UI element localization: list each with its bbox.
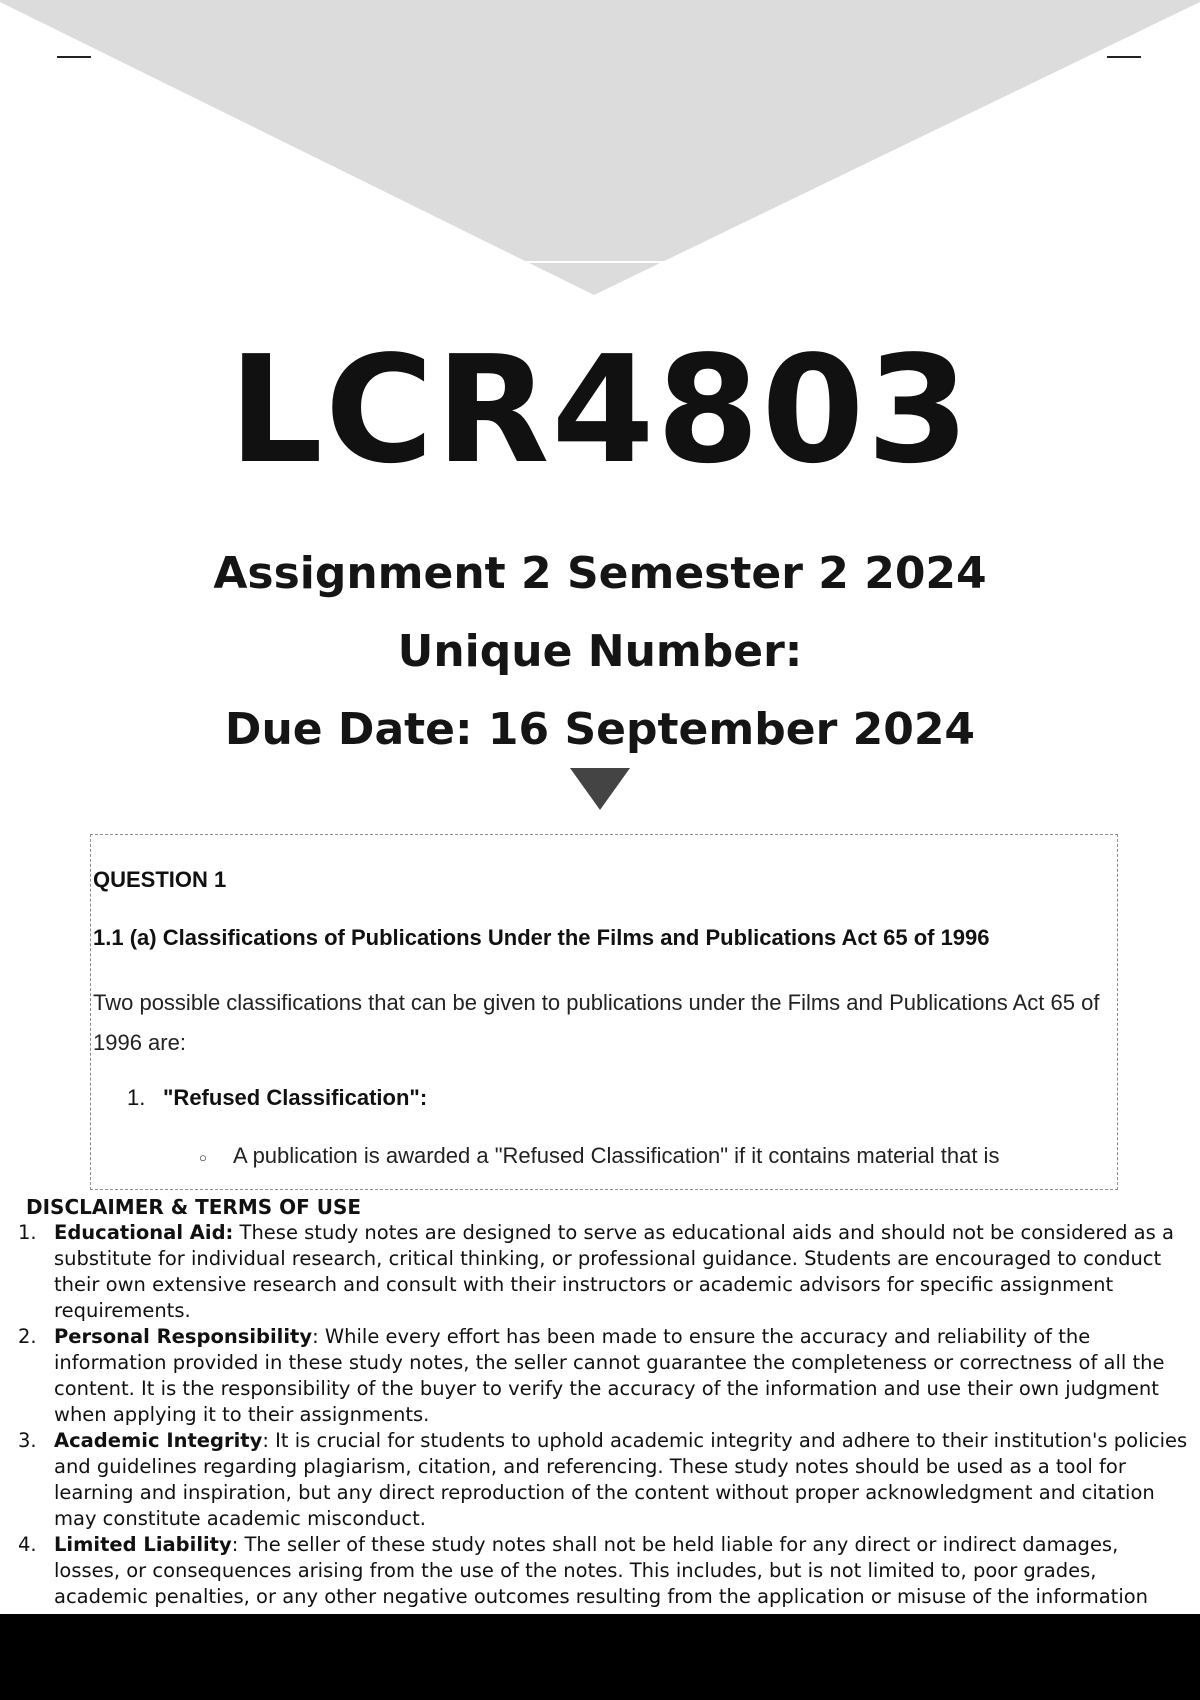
disclaimer-item-number: 2. — [18, 1325, 37, 1348]
assignment-label: Assignment 2 Semester 2 2024 — [213, 548, 987, 599]
corner-mark-right — [1107, 56, 1141, 58]
question-body: Two possible classifications that can be given to publications under the Films and Publications Act 65 of 1996 are: — [93, 990, 1100, 1055]
disclaimer-item-number: 1. — [18, 1221, 37, 1244]
classification-bullet — [199, 1143, 999, 1169]
disclaimer-item-text: These study notes are designed to serve as educational aids and should not be considered as a substitute for individual research, critical thinking, or professional guidance. Students are encouraged to conduct their own extensive research and consult with their instructors or academic advisors for specific assignment requirements. — [54, 1221, 1174, 1322]
bullet-text: A publication is awarded a "Refused Classification" if it contains material that is — [233, 1143, 1000, 1168]
disclaimer-item — [14, 1220, 1190, 1324]
disclaimer-item-text: : While every effort has been made to ensure the accuracy and reliability of the information provided in these study notes, the seller cannot guarantee the completeness or correctness of all the content. It is the responsibility of the buyer to verify the accuracy of the information and use their own judgment when applying it to their assignments. — [54, 1325, 1165, 1426]
down-arrow-icon — [570, 768, 630, 810]
bullet-circle-icon: ○ — [199, 1149, 207, 1165]
disclaimer-list — [14, 1220, 1190, 1610]
disclaimer-item-text: : The seller of these study notes shall not be held liable for any direct or indirect damages, losses, or consequences arising from the use of the notes. This includes, but is not limited to, poor grades, academic penalties, or any other negative outcomes resulting from the application or misuse of the information — [54, 1533, 1149, 1608]
classification-item-number: 1. — [127, 1085, 146, 1110]
question-subtitle: 1.1 (a) Classifications of Publications Under the Films and Publications Act 65 of 1996 — [93, 925, 990, 950]
disclaimer-item-heading: Personal Responsibility — [54, 1325, 313, 1348]
disclaimer-item-number: 4. — [18, 1533, 37, 1556]
corner-mark-left — [57, 56, 91, 58]
disclaimer-item-heading: Educational Aid: — [54, 1221, 234, 1244]
classification-item — [127, 1085, 427, 1111]
question-title: QUESTION 1 — [93, 867, 227, 892]
disclaimer-item — [14, 1428, 1190, 1532]
disclaimer-item — [14, 1324, 1190, 1428]
disclaimer-item — [14, 1532, 1190, 1610]
disclaimer-section — [14, 1194, 1190, 1610]
disclaimer-item-heading: Academic Integrity — [54, 1429, 263, 1452]
footer-bar — [0, 1614, 1200, 1700]
question-preview-box — [90, 834, 1118, 1190]
unique-number-label: Unique Number: — [397, 626, 803, 677]
course-code-title: LCR4803 — [228, 324, 972, 496]
header-chevron-graphic — [0, 0, 1200, 300]
disclaimer-title: DISCLAIMER & TERMS OF USE — [26, 1195, 362, 1219]
disclaimer-item-heading: Limited Liability — [54, 1533, 232, 1556]
disclaimer-item-number: 3. — [18, 1429, 37, 1452]
disclaimer-item-text: : It is crucial for students to uphold academic integrity and adhere to their institution's policies and guidelines regarding plagiarism, citation, and referencing. These study notes should be used as a tool for learning and inspiration, but any direct reproduction of the content without proper acknowledgment and citation may constitute academic misconduct. — [54, 1429, 1188, 1530]
due-date-label: Due Date: 16 September 2024 — [224, 704, 976, 755]
classification-item-label: "Refused Classification": — [163, 1085, 428, 1110]
